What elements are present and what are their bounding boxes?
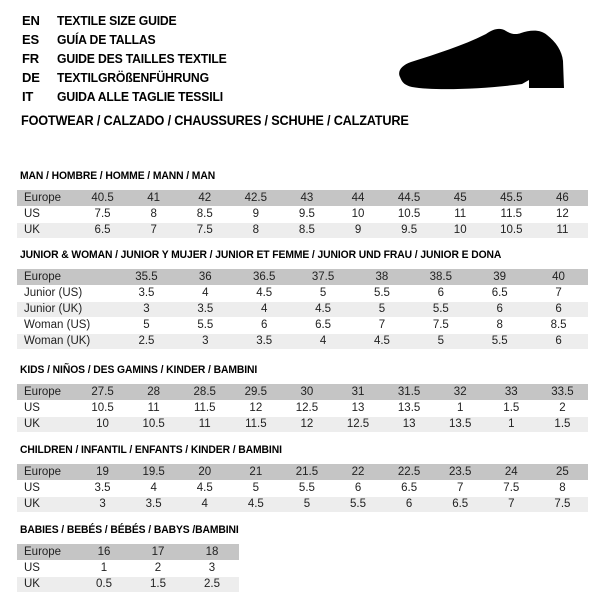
size-cell: 46 — [537, 190, 588, 206]
size-cell: 42.5 — [230, 190, 281, 206]
row-label: UK — [17, 222, 77, 238]
language-label: GUIDE DES TAILLES TEXTILE — [57, 51, 227, 66]
size-cell: 10.5 — [77, 400, 128, 416]
size-cell: 6 — [332, 480, 383, 496]
size-cell: 4.5 — [235, 285, 294, 301]
size-cell: 13 — [384, 416, 435, 432]
size-cell: 20 — [179, 464, 230, 480]
size-table-row — [17, 400, 588, 416]
size-cell: 2.5 — [117, 333, 176, 349]
size-cell: 37.5 — [294, 269, 353, 285]
size-cell: 16 — [77, 544, 131, 560]
language-line-fr — [22, 49, 237, 68]
size-cell: 4 — [294, 333, 353, 349]
size-cell: 10 — [435, 222, 486, 238]
size-table-section-junior-woman — [17, 249, 592, 350]
size-cell: 3.5 — [235, 333, 294, 349]
size-table-row — [17, 384, 588, 400]
language-code: EN — [22, 13, 40, 28]
size-cell: 12.5 — [281, 400, 332, 416]
size-cell: 3 — [77, 496, 128, 512]
size-cell: 4 — [176, 285, 235, 301]
size-cell: 12 — [230, 400, 281, 416]
size-cell: 8 — [230, 222, 281, 238]
size-cell: 13 — [332, 400, 383, 416]
size-cell: 4.5 — [353, 333, 412, 349]
size-cell: 11.5 — [230, 416, 281, 432]
size-table-row — [17, 269, 588, 285]
size-cell: 8.5 — [281, 222, 332, 238]
size-cell: 6 — [235, 317, 294, 333]
size-table-row — [17, 480, 588, 496]
row-label: Woman (UK) — [17, 333, 117, 349]
size-cell: 23.5 — [435, 464, 486, 480]
section-title: JUNIOR & WOMAN / JUNIOR Y MUJER / JUNIOR ET FEMME / JUNIOR UND FRAU / JUNIOR E DONA — [20, 249, 502, 261]
size-cell: 2 — [131, 560, 185, 576]
size-table-section-children — [17, 444, 592, 513]
size-cell: 39 — [470, 269, 529, 285]
size-cell: 42 — [179, 190, 230, 206]
size-cell: 18 — [185, 544, 239, 560]
size-cell: 9 — [230, 206, 281, 222]
size-cell: 5 — [353, 301, 412, 317]
language-line-es — [22, 30, 237, 49]
size-table-section-man — [17, 170, 592, 239]
size-cell: 5.5 — [281, 480, 332, 496]
row-label: Europe — [17, 544, 77, 560]
size-cell: 5.5 — [470, 333, 529, 349]
section-title: MAN / HOMBRE / HOMME / MANN / MAN — [20, 170, 216, 182]
size-table-junior-woman — [17, 269, 588, 350]
size-cell: 1 — [77, 560, 131, 576]
size-cell: 21 — [230, 464, 281, 480]
size-cell: 6 — [411, 285, 470, 301]
size-table-kids — [17, 384, 588, 433]
language-line-en — [22, 11, 237, 30]
size-cell: 7 — [529, 285, 588, 301]
size-cell: 28 — [128, 384, 179, 400]
size-cell: 6 — [470, 301, 529, 317]
row-label: US — [17, 480, 77, 496]
size-cell: 36 — [176, 269, 235, 285]
size-cell: 7 — [353, 317, 412, 333]
size-table-row — [17, 560, 239, 576]
size-cell: 3.5 — [176, 301, 235, 317]
row-label: UK — [17, 416, 77, 432]
size-cell: 31 — [332, 384, 383, 400]
size-cell: 10.5 — [384, 206, 435, 222]
size-cell: 40.5 — [77, 190, 128, 206]
size-table-children — [17, 464, 588, 513]
section-title: BABIES / BEBÉS / BÉBÉS / BABYS /BAMBINI — [20, 524, 239, 536]
size-table-row — [17, 206, 588, 222]
size-cell: 7 — [486, 496, 537, 512]
language-code: DE — [22, 70, 40, 85]
size-cell: 3 — [117, 301, 176, 317]
size-cell: 5.5 — [332, 496, 383, 512]
size-cell: 3.5 — [128, 496, 179, 512]
size-cell: 8 — [537, 480, 588, 496]
row-label: Woman (US) — [17, 317, 117, 333]
size-cell: 7 — [128, 222, 179, 238]
row-label: Europe — [17, 190, 77, 206]
size-cell: 6.5 — [77, 222, 128, 238]
size-cell: 6 — [529, 333, 588, 349]
size-cell: 10 — [77, 416, 128, 432]
size-cell: 13.5 — [435, 416, 486, 432]
size-cell: 5 — [230, 480, 281, 496]
category-title: FOOTWEAR / CALZADO / CHAUSSURES / SCHUHE / CALZATURE — [21, 113, 409, 128]
size-cell: 5.5 — [353, 285, 412, 301]
size-cell: 11 — [179, 416, 230, 432]
size-cell: 4.5 — [230, 496, 281, 512]
size-table-row — [17, 464, 588, 480]
size-cell: 19.5 — [128, 464, 179, 480]
size-cell: 1 — [486, 416, 537, 432]
row-label: UK — [17, 496, 77, 512]
size-cell: 8 — [470, 317, 529, 333]
size-table-row — [17, 576, 239, 592]
size-table-row — [17, 333, 588, 349]
size-cell: 6.5 — [435, 496, 486, 512]
size-cell: 33.5 — [537, 384, 588, 400]
size-cell: 31.5 — [384, 384, 435, 400]
size-cell: 4 — [179, 496, 230, 512]
size-cell: 25 — [537, 464, 588, 480]
size-cell: 11.5 — [486, 206, 537, 222]
size-cell: 12 — [537, 206, 588, 222]
size-cell: 17 — [131, 544, 185, 560]
size-cell: 4 — [128, 480, 179, 496]
size-cell: 11 — [435, 206, 486, 222]
row-label: Junior (UK) — [17, 301, 117, 317]
size-cell: 12 — [281, 416, 332, 432]
size-table-man — [17, 190, 588, 239]
size-cell: 5.5 — [176, 317, 235, 333]
size-cell: 6.5 — [384, 480, 435, 496]
size-table-row — [17, 190, 588, 206]
size-cell: 21.5 — [281, 464, 332, 480]
size-cell: 30 — [281, 384, 332, 400]
size-cell: 7.5 — [77, 206, 128, 222]
size-cell: 7.5 — [537, 496, 588, 512]
size-cell: 10.5 — [128, 416, 179, 432]
size-cell: 9.5 — [384, 222, 435, 238]
size-cell: 4.5 — [179, 480, 230, 496]
size-cell: 8.5 — [179, 206, 230, 222]
shoe-icon — [390, 25, 580, 105]
size-table-section-kids — [17, 364, 592, 433]
size-table-row — [17, 285, 588, 301]
size-cell: 6 — [529, 301, 588, 317]
size-cell: 5 — [294, 285, 353, 301]
size-cell: 8 — [128, 206, 179, 222]
row-label: US — [17, 206, 77, 222]
size-cell: 1.5 — [131, 576, 185, 592]
size-cell: 1 — [435, 400, 486, 416]
size-cell: 12.5 — [332, 416, 383, 432]
size-cell: 29.5 — [230, 384, 281, 400]
size-cell: 5.5 — [411, 301, 470, 317]
size-table-row — [17, 222, 588, 238]
language-code: IT — [22, 89, 34, 104]
language-line-de — [22, 68, 237, 87]
size-cell: 38.5 — [411, 269, 470, 285]
language-label: TEXTILGRÖßENFÜHRUNG — [57, 70, 209, 85]
language-label: GUÍA DE TALLAS — [57, 32, 156, 47]
size-cell: 5 — [411, 333, 470, 349]
size-table-row — [17, 416, 588, 432]
row-label: Europe — [17, 384, 77, 400]
size-cell: 41 — [128, 190, 179, 206]
size-cell: 9 — [332, 222, 383, 238]
language-header — [22, 11, 237, 106]
size-cell: 6.5 — [294, 317, 353, 333]
size-cell: 7 — [435, 480, 486, 496]
row-label: Junior (US) — [17, 285, 117, 301]
size-cell: 2 — [537, 400, 588, 416]
size-cell: 45.5 — [486, 190, 537, 206]
section-title: CHILDREN / INFANTIL / ENFANTS / KINDER / BAMBINI — [20, 444, 282, 456]
row-label: Europe — [17, 269, 117, 285]
size-cell: 28.5 — [179, 384, 230, 400]
size-cell: 19 — [77, 464, 128, 480]
size-cell: 35.5 — [117, 269, 176, 285]
size-cell: 6.5 — [470, 285, 529, 301]
size-cell: 2.5 — [185, 576, 239, 592]
language-code: ES — [22, 32, 39, 47]
language-code: FR — [22, 51, 39, 66]
section-title: KIDS / NIÑOS / DES GAMINS / KINDER / BAMBINI — [20, 364, 258, 376]
row-label: UK — [17, 576, 77, 592]
size-cell: 10 — [332, 206, 383, 222]
size-cell: 7.5 — [486, 480, 537, 496]
size-cell: 36.5 — [235, 269, 294, 285]
size-cell: 44 — [332, 190, 383, 206]
size-cell: 6 — [384, 496, 435, 512]
size-cell: 4.5 — [294, 301, 353, 317]
size-cell: 9.5 — [281, 206, 332, 222]
size-cell: 10.5 — [486, 222, 537, 238]
size-table-row — [17, 496, 588, 512]
size-cell: 22 — [332, 464, 383, 480]
size-cell: 13.5 — [384, 400, 435, 416]
size-cell: 5 — [281, 496, 332, 512]
size-cell: 45 — [435, 190, 486, 206]
size-cell: 43 — [281, 190, 332, 206]
size-table-row — [17, 544, 239, 560]
size-cell: 7.5 — [179, 222, 230, 238]
size-cell: 33 — [486, 384, 537, 400]
size-cell: 0.5 — [77, 576, 131, 592]
size-cell: 3 — [176, 333, 235, 349]
size-cell: 3.5 — [117, 285, 176, 301]
row-label: US — [17, 400, 77, 416]
size-cell: 38 — [353, 269, 412, 285]
row-label: Europe — [17, 464, 77, 480]
size-cell: 1.5 — [486, 400, 537, 416]
size-table-section-babies — [17, 524, 592, 593]
size-cell: 3 — [185, 560, 239, 576]
size-cell: 40 — [529, 269, 588, 285]
size-cell: 8.5 — [529, 317, 588, 333]
size-cell: 11.5 — [179, 400, 230, 416]
size-cell: 24 — [486, 464, 537, 480]
size-cell: 5 — [117, 317, 176, 333]
size-table-row — [17, 317, 588, 333]
size-cell: 3.5 — [77, 480, 128, 496]
language-line-it — [22, 87, 237, 106]
size-cell: 22.5 — [384, 464, 435, 480]
size-cell: 44.5 — [384, 190, 435, 206]
size-cell: 7.5 — [411, 317, 470, 333]
language-label: TEXTILE SIZE GUIDE — [57, 13, 177, 28]
size-table-row — [17, 301, 588, 317]
size-cell: 11 — [537, 222, 588, 238]
size-table-babies — [17, 544, 239, 593]
size-cell: 1.5 — [537, 416, 588, 432]
size-cell: 27.5 — [77, 384, 128, 400]
size-cell: 11 — [128, 400, 179, 416]
size-cell: 4 — [235, 301, 294, 317]
language-label: GUIDA ALLE TAGLIE TESSILI — [57, 89, 223, 104]
row-label: US — [17, 560, 77, 576]
size-cell: 32 — [435, 384, 486, 400]
